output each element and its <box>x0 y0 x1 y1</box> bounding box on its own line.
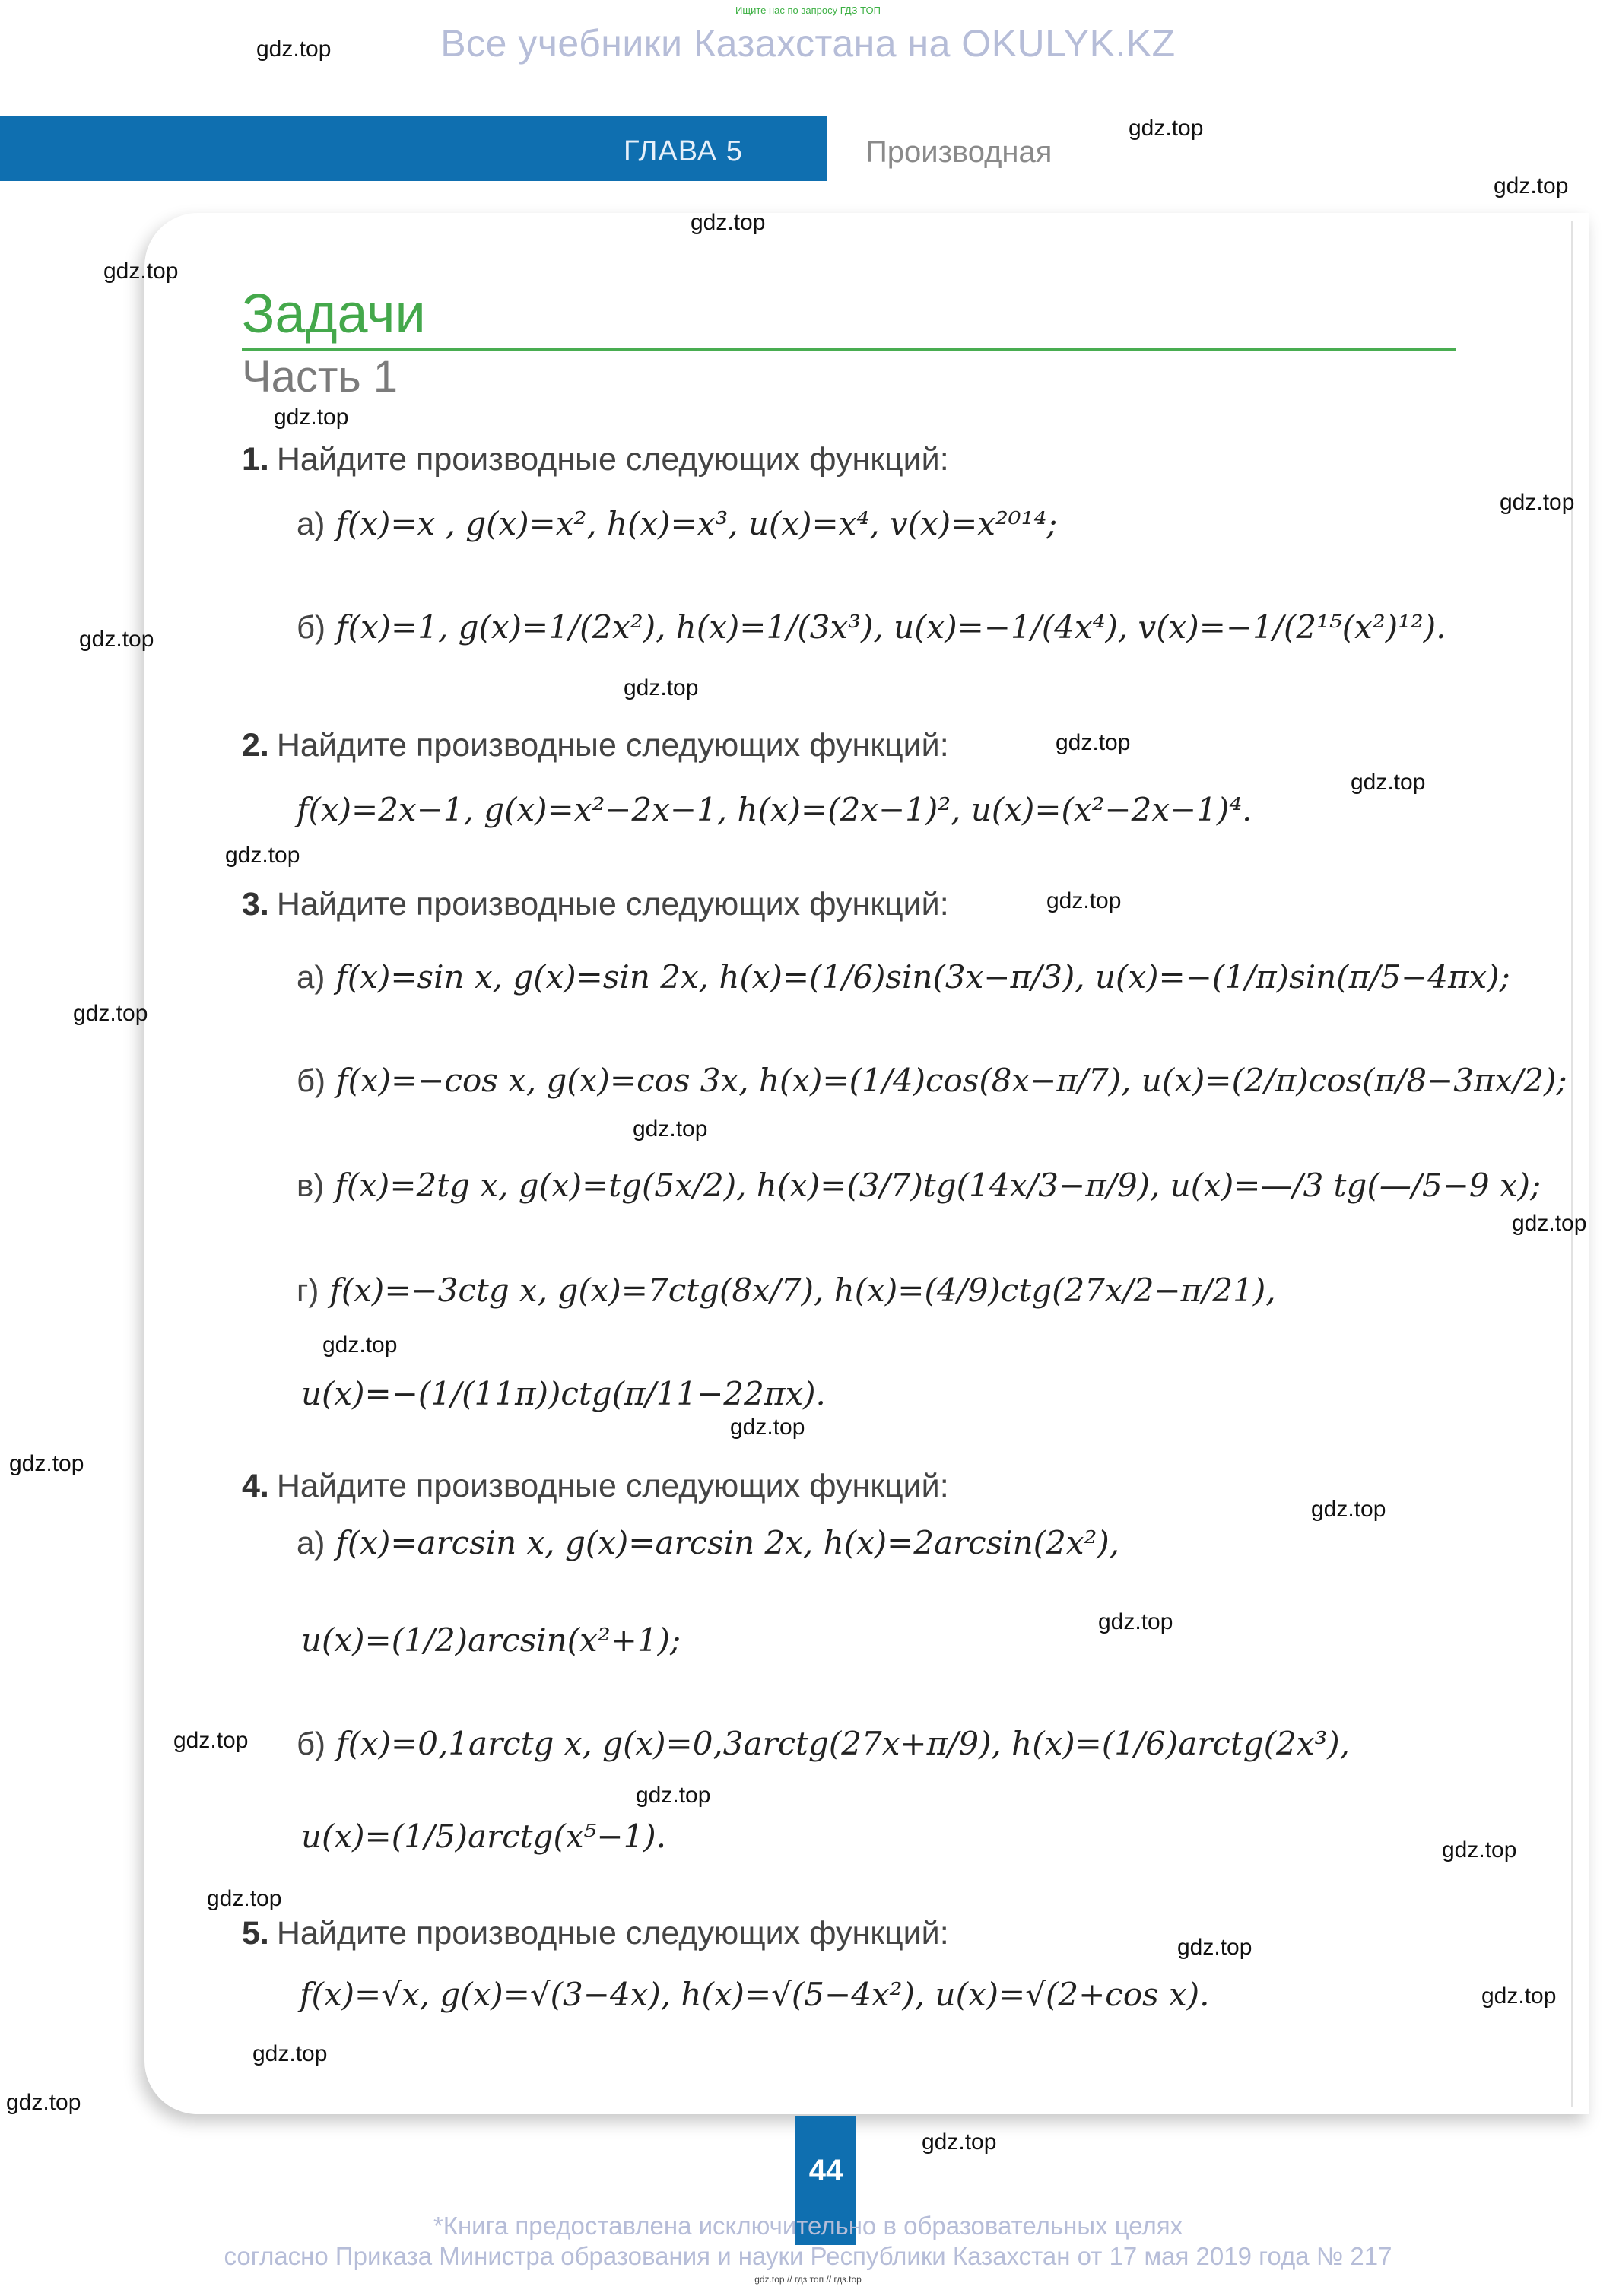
footer-disclaimer-2: согласно Приказа Министра образования и науки Республики Казахстан от 17 мая 2019 года № 217 <box>224 2242 1392 2270</box>
formula-text: f(x)=sin x, g(x)=sin 2x, h(x)=(1/6)sin(3x−π/3), u(x)=−(1/π)sin(π/5−4πx); <box>335 958 1510 996</box>
watermark: gdz.top <box>173 1728 249 1753</box>
task-4b-formula <box>297 1725 1350 1762</box>
watermark: gdz.top <box>1512 1211 1587 1236</box>
watermark: gdz.top <box>1129 116 1204 141</box>
watermark: gdz.top <box>1494 173 1569 198</box>
watermark: gdz.top <box>1442 1837 1517 1863</box>
task-5-title <box>242 1915 949 1952</box>
item-label: б) <box>297 1726 326 1761</box>
watermark: gdz.top <box>73 1001 148 1026</box>
watermark: gdz.top <box>103 259 179 284</box>
task-1-title <box>242 441 949 478</box>
watermark: gdz.top <box>636 1783 711 1808</box>
task-2-formula <box>297 791 1252 828</box>
watermark: gdz.top <box>79 627 154 652</box>
task-number: 4. <box>242 1468 269 1504</box>
watermark: gdz.top <box>1481 1983 1557 2009</box>
watermark: gdz.top <box>9 1451 84 1476</box>
task-text: Найдите производные следующих функций: <box>276 441 949 478</box>
task-3v-formula <box>297 1167 1541 1204</box>
watermark: gdz.top <box>1351 770 1426 795</box>
watermark: gdz.top <box>225 843 300 868</box>
chapter-title: Производная <box>865 135 1052 169</box>
watermark: gdz.top <box>274 405 349 430</box>
task-text: Найдите производные следующих функций: <box>276 727 949 764</box>
item-label: в) <box>297 1167 325 1203</box>
formula-text: u(x)=−(1/(11π))ctg(π/11−22πx). <box>301 1375 826 1412</box>
item-label: б) <box>297 609 326 645</box>
task-1a-formula <box>297 505 1057 542</box>
watermark: gdz.top <box>1098 1609 1173 1634</box>
section-divider <box>242 348 1456 351</box>
section-title: Задачи <box>242 284 426 345</box>
watermark: gdz.top <box>6 2090 81 2115</box>
task-4-title <box>242 1468 949 1505</box>
formula-text: f(x)=1, g(x)=1/(2x²), h(x)=1/(3x³), u(x)=−1/(4x⁴), v(x)=−1/(2¹⁵(x²)¹²). <box>336 608 1446 646</box>
watermark: gdz.top <box>1056 730 1131 755</box>
task-number: 1. <box>242 441 269 478</box>
formula-text: f(x)=0,1arctg x, g(x)=0,3arctg(27x+π/9), h(x)=(1/6)arctg(2x³), <box>336 1725 1351 1762</box>
item-label: б) <box>297 1062 326 1098</box>
task-5-formula <box>300 1976 1209 2013</box>
watermark: gdz.top <box>1500 490 1575 515</box>
formula-text: f(x)=2x−1, g(x)=x²−2x−1, h(x)=(2x−1)², u(x)=(x²−2x−1)⁴. <box>297 791 1252 828</box>
task-3b-formula <box>297 1062 1567 1099</box>
task-3g-formula <box>297 1272 1276 1309</box>
watermark: gdz.top <box>730 1415 805 1440</box>
part-title: Часть 1 <box>242 352 398 402</box>
task-3-title <box>242 886 949 923</box>
item-label: а) <box>297 959 325 995</box>
watermark: gdz.top <box>1311 1497 1386 1522</box>
site-banner: Все учебники Казахстана на OKULYK.KZ <box>440 22 1176 65</box>
formula-text: u(x)=(1/5)arctg(x⁵−1). <box>301 1818 667 1855</box>
formula-text: f(x)=−cos x, g(x)=cos 3x, h(x)=(1/4)cos(8x−π/7), u(x)=(2/π)cos(π/8−3πx/2); <box>336 1062 1567 1099</box>
watermark: gdz.top <box>1046 888 1122 913</box>
watermark: gdz.top <box>256 37 332 62</box>
footer-watermark-line: gdz.top // гдз топ // гдз.top <box>754 2274 862 2285</box>
task-text: Найдите производные следующих функций: <box>276 1468 949 1504</box>
task-4b-formula-cont <box>301 1818 666 1855</box>
watermark: gdz.top <box>207 1886 282 1911</box>
task-3a-formula <box>297 958 1510 996</box>
task-number: 5. <box>242 1915 269 1951</box>
formula-text: f(x)=arcsin x, g(x)=arcsin 2x, h(x)=2arcsin(2x²), <box>335 1524 1120 1561</box>
task-text: Найдите производные следующих функций: <box>276 886 949 923</box>
watermark: gdz.top <box>691 210 766 235</box>
task-number: 2. <box>242 727 269 764</box>
footer-disclaimer-1: *Книга предоставлена исключительно в образовательных целях <box>433 2212 1183 2240</box>
task-2-title <box>242 727 949 764</box>
formula-text: f(x)=−3ctg x, g(x)=7ctg(8x/7), h(x)=(4/9)ctg(27x/2−π/21), <box>329 1272 1276 1309</box>
formula-text: f(x)=2tg x, g(x)=tg(5x/2), h(x)=(3/7)tg(14x/3−π/9), u(x)=—/3 tg(—/5−9 x); <box>335 1167 1541 1204</box>
watermark: gdz.top <box>624 675 699 700</box>
item-label: а) <box>297 506 325 541</box>
task-number: 3. <box>242 886 269 923</box>
item-label: г) <box>297 1272 319 1308</box>
task-4a-formula <box>297 1524 1119 1561</box>
task-1b-formula <box>297 608 1446 646</box>
watermark: gdz.top <box>633 1116 708 1142</box>
watermark: gdz.top <box>1177 1935 1252 1960</box>
formula-text: f(x)=x , g(x)=x², h(x)=x³, u(x)=x⁴, v(x)=x²⁰¹⁴; <box>335 505 1058 542</box>
task-4a-formula-cont <box>301 1621 681 1659</box>
watermark: gdz.top <box>322 1332 398 1358</box>
chapter-label: ГЛАВА 5 <box>624 135 743 167</box>
task-text: Найдите производные следующих функций: <box>276 1915 949 1951</box>
watermark: gdz.top <box>252 2041 328 2066</box>
task-3g-formula-cont <box>301 1375 826 1412</box>
search-hint: Ищите нас по запросу ГДЗ ТОП <box>735 5 881 16</box>
formula-text: f(x)=√x, g(x)=√(3−4x), h(x)=√(5−4x²), u(x)=√(2+cos x). <box>300 1976 1210 2013</box>
page-number: 44 <box>808 2154 843 2187</box>
item-label: а) <box>297 1525 325 1561</box>
formula-text: u(x)=(1/2)arcsin(x²+1); <box>301 1621 681 1659</box>
watermark: gdz.top <box>922 2129 997 2155</box>
